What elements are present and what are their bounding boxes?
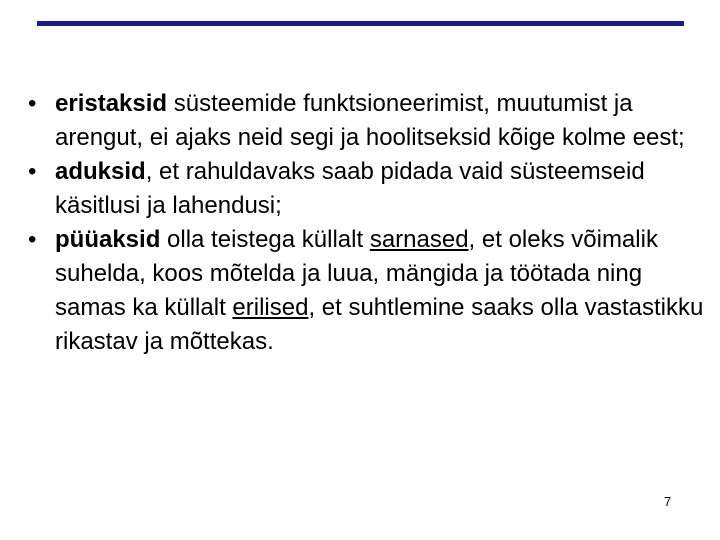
underlined-term-sarnased: sarnased bbox=[369, 226, 469, 253]
bullet-item-aduksid bbox=[28, 155, 708, 223]
page-number: 7 bbox=[664, 494, 672, 509]
bullet-keyword: püüaksid bbox=[55, 226, 161, 253]
bullet-item-puuaksid bbox=[28, 223, 708, 359]
bullet-keyword: eristaksid bbox=[55, 90, 168, 117]
bullet-icon: • bbox=[28, 158, 37, 185]
bullet-text: süsteemide funktsioneerimist, muutumist ja arengut, ei ajaks neid segi ja hoolitseksid kõige kolme eest; bbox=[55, 90, 685, 151]
top-divider-rule bbox=[37, 21, 684, 26]
bullet-item-eristaksid bbox=[28, 87, 708, 155]
bullet-icon: • bbox=[28, 90, 37, 117]
bullet-text: , et suhtlemine saaks olla vastastikku rikastav ja mõttekas. bbox=[55, 294, 704, 355]
bullet-text: olla teistega küllalt bbox=[160, 226, 370, 253]
underlined-term-erilised: erilised bbox=[232, 294, 309, 321]
bullet-text: , et oleks võimalik suhelda, koos mõtelda ja luua, mängida ja töötada ning samas ka küllalt bbox=[55, 226, 658, 321]
bullet-list bbox=[28, 87, 708, 359]
bullet-keyword: aduksid bbox=[55, 158, 146, 185]
bullet-icon: • bbox=[28, 226, 37, 253]
bullet-text: , et rahuldavaks saab pidada vaid süsteemseid käsitlusi ja lahendusi; bbox=[55, 158, 645, 219]
